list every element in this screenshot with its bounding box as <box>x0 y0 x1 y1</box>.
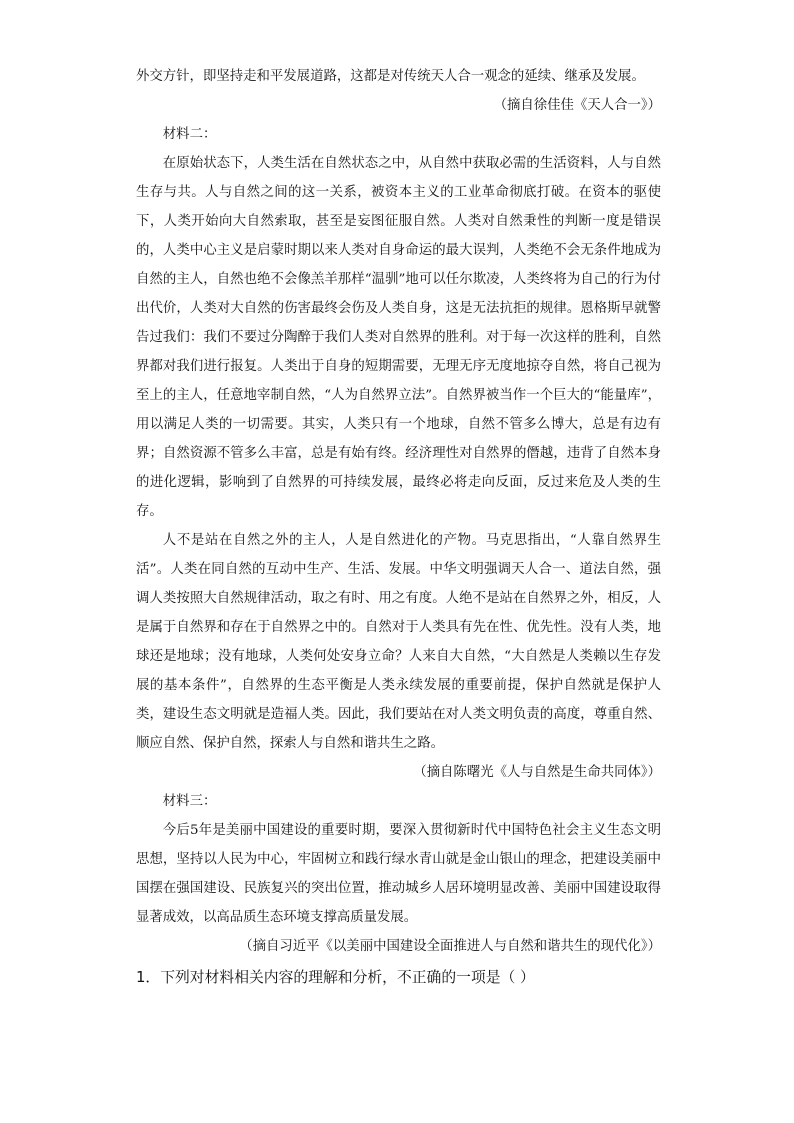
document-page <box>136 62 661 993</box>
material-2-paragraph-1: 在原始状态下，人类生活在自然状态之中，从自然中获取必需的生活资料，人与自然生存与共。人与自然之间的这一关系，被资本主义的工业革命彻底打破。在资本的驱使下，人类开始向大自然索取，甚至是妄图征服自然。人类对自然秉性的判断一度是错误的，人类中心主义是启蒙时期以来人类对自身命运的最大误判，人类绝不会无条件地成为自然的主人，自然也绝不会像羔羊那样“温驯”地可以任尔欺凌，人类终将为自己的行为付出代价，人类对大自然的伤害最终会伤及人类自身，这是无法抗拒的规律。恩格斯早就警告过我们：我们不要过分陶醉于我们人类对自然界的胜利。对于每一次这样的胜利，自然界都对我们进行报复。人类出于自身的短期需要，无理无序无度地掠夺自然，将自己视为至上的主人，任意地宰制自然，“人为自然界立法”。自然界被当作一个巨大的“能量库”，用以满足人类的一切需要。其实，人类只有一个地球，自然不管多么博大，总是有边有界；自然资源不管多么丰富，总是有始有终。经济理性对自然界的僭越，违背了自然本身的进化逻辑，影响到了自然界的可持续发展，最终必将走向反面，反过来危及人类的生存。 <box>136 156 661 519</box>
material-3-label: 材料三： <box>162 794 217 809</box>
source-citation-1: （摘自徐佳佳《天人合一》） <box>493 98 661 113</box>
question-1: 1．下列对材料相关内容的理解和分析，不正确的一项是（ ） <box>136 969 535 986</box>
material-3-paragraph: 今后5年是美丽中国建设的重要时期，要深入贯彻新时代中国特色社会主义生态文明思想，坚持以人民为中心，牢固树立和践行绿水青山就是金山银山的理念，把建设美丽中国摆在强国建设、民族复兴的突出位置，推动城乡人居环境明显改善、美丽中国建设取得显著成效，以高品质生态环境支撑高质量发展。 <box>136 823 661 925</box>
source-citation-3: （摘自习近平《以美丽中国建设全面推进人与自然和谐共生的现代化》） <box>239 939 661 954</box>
source-citation-2: （摘自陈曙光《人与自然是生命共同体》） <box>413 765 661 780</box>
material-2-label: 材料二： <box>162 127 217 142</box>
intro-line: 外交方针，即坚持走和平发展道路，这都是对传统天人合一观念的延续、继承及发展。 <box>136 69 645 84</box>
material-2-paragraph-2: 人不是站在自然之外的主人，人是自然进化的产物。马克思指出，“人靠自然界生活”。人类在同自然的互动中生产、生活、发展。中华文明强调天人合一、道法自然，强调人类按照大自然规律活动，取之有时、用之有度。人绝不是站在自然界之外，相反，人是属于自然界和存在于自然界之中的。自然对于人类具有先在性、优先性。没有人类，地球还是地球；没有地球，人类何处安身立命？人来自大自然，“大自然是人类赖以生存发展的基本条件”，自然界的生态平衡是人类永续发展的重要前提，保护自然就是保护人类，建设生态文明就是造福人类。因此，我们要站在对人类文明负责的高度，尊重自然、顺应自然、保护自然，探索人与自然和谐共生之路。 <box>136 533 661 751</box>
